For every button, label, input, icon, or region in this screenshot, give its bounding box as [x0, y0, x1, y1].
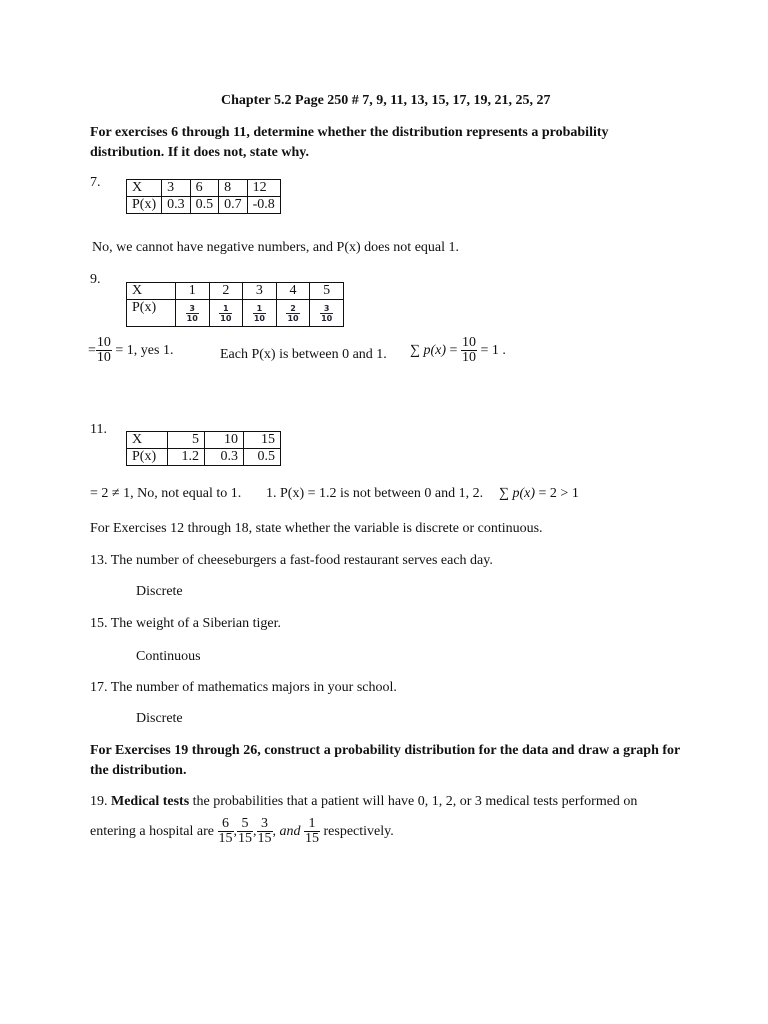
exercise-13-question: 13. The number of cheeseburgers a fast-food restaurant serves each day. — [90, 553, 493, 568]
section1-instruction-line2: distribution. If it does not, state why. — [90, 145, 309, 160]
section3-instruction-line2: the distribution. — [90, 763, 187, 778]
probability-fraction: $\frac{3}{10}$ — [186, 303, 198, 323]
table-cell: 4 — [276, 283, 310, 300]
probability-fraction: $\frac{3}{10}$ — [321, 303, 333, 323]
table-cell: 3 — [162, 180, 191, 197]
section3-instruction-line1: For Exercises 19 through 26, construct a probability distribution for the data and draw a graph for — [90, 743, 681, 758]
table-cell: 0.7 — [219, 197, 248, 214]
exercise-7-answer: No, we cannot have negative numbers, and P(x) does not equal 1. — [92, 240, 460, 255]
table-cell: P(x) — [127, 197, 162, 214]
table-cell — [243, 300, 277, 327]
exercise-11-answer-mid: 1. P(x) = 1.2 is not between 0 and 1, 2. — [266, 486, 484, 501]
table-cell: X — [127, 432, 168, 449]
exercise-13-answer: Discrete — [136, 584, 183, 599]
exercise-11-answer-left: = 2 ≠ 1, No, not equal to 1. — [90, 486, 242, 501]
table-cell: X — [127, 283, 176, 300]
table-cell: X — [127, 180, 162, 197]
table-cell — [175, 300, 209, 327]
table-row — [127, 283, 344, 300]
table-row — [127, 300, 344, 327]
exercise-11-number: 11. — [90, 422, 107, 437]
exercise-19-title: Medical tests — [111, 794, 190, 809]
section1-instruction-line1: For exercises 6 through 11, determine whether the distribution represents a probability — [90, 125, 609, 140]
exercise-19-text: the probabilities that a patient will have 0, 1, 2, or 3 medical tests performed on — [192, 794, 638, 809]
sum-symbol: ∑ — [410, 343, 420, 358]
sum-expression: p(x) — [512, 486, 536, 501]
probability-fraction: $\frac{2}{10}$ — [287, 303, 299, 323]
sum-result: = 1 . — [480, 343, 506, 358]
exercise-7-table — [126, 179, 281, 214]
page-heading: Chapter 5.2 Page 250 # 7, 9, 11, 13, 15, 17, 19, 21, 25, 27 — [221, 93, 551, 108]
and-word: and — [279, 824, 301, 839]
table-cell: 15 — [244, 432, 281, 449]
probability-fraction: $\frac{1}{15}$ — [305, 816, 320, 847]
table-cell: P(x) — [127, 449, 168, 466]
table-cell: 5 — [310, 283, 344, 300]
exercise-15-question: 15. The weight of a Siberian tiger. — [90, 616, 282, 631]
table-cell: 6 — [190, 180, 219, 197]
exercise-9-sum-formula — [410, 336, 506, 366]
table-cell: 12 — [247, 180, 280, 197]
probability-fraction: $\frac{1}{10}$ — [253, 303, 265, 323]
exercise-9-table — [126, 282, 344, 327]
exercise-9-sum-line — [88, 336, 173, 366]
table-cell: 1.2 — [168, 449, 205, 466]
sum-equals: = — [449, 343, 458, 358]
table-row — [127, 180, 281, 197]
exercise-7-number: 7. — [90, 175, 101, 190]
table-cell — [310, 300, 344, 327]
exercise-19-line2: entering a hospital are $\frac{6}{15}$ , $\frac{5}{15}$ , $\frac{3}{15}$ , and $\frac{1}{15}$ respectively. — [90, 816, 394, 847]
table-cell: 10 — [205, 432, 244, 449]
exercise-19-prefix: entering a hospital are — [90, 824, 215, 839]
exercise-11-sum — [499, 486, 579, 502]
table-cell — [209, 300, 243, 327]
table-cell: 8 — [219, 180, 248, 197]
table-cell: 0.3 — [162, 197, 191, 214]
probability-fraction: $\frac{1}{10}$ — [220, 303, 232, 323]
exercise-19-line1 — [90, 794, 637, 810]
table-cell: -0.8 — [247, 197, 280, 214]
sum-expression: p(x) — [423, 343, 447, 358]
exercise-9-conclusion: = 1, yes 1. — [115, 343, 174, 358]
section2-instruction: For Exercises 12 through 18, state whether the variable is discrete or continuous. — [90, 521, 543, 536]
table-cell: 0.3 — [205, 449, 244, 466]
sum-fraction: $\frac{10}{10}$ — [96, 335, 111, 366]
probability-fraction: $\frac{5}{15}$ — [238, 816, 253, 847]
table-cell: 1 — [175, 283, 209, 300]
exercise-17-question: 17. The number of mathematics majors in your school. — [90, 680, 397, 695]
exercise-19-suffix: respectively. — [323, 824, 394, 839]
sum-symbol: ∑ — [499, 486, 509, 501]
equals-sign: = — [88, 343, 96, 358]
table-row — [127, 449, 281, 466]
table-cell: 3 — [243, 283, 277, 300]
sum-fraction: $\frac{10}{10}$ — [461, 335, 476, 366]
table-cell: 5 — [168, 432, 205, 449]
table-cell: 2 — [209, 283, 243, 300]
exercise-9-each-text: Each P(x) is between 0 and 1. — [220, 347, 387, 362]
exercise-19-number: 19. — [90, 794, 108, 809]
table-cell: 0.5 — [190, 197, 219, 214]
probability-fraction: $\frac{3}{15}$ — [257, 816, 272, 847]
sum-result: = 2 > 1 — [538, 486, 579, 501]
table-cell: P(x) — [127, 300, 176, 327]
exercise-11-table — [126, 431, 281, 466]
table-cell — [276, 300, 310, 327]
probability-fraction: $\frac{6}{15}$ — [218, 816, 233, 847]
exercise-15-answer: Continuous — [136, 649, 201, 664]
exercise-9-number: 9. — [90, 272, 101, 287]
table-row — [127, 197, 281, 214]
table-cell: 0.5 — [244, 449, 281, 466]
exercise-17-answer: Discrete — [136, 711, 183, 726]
table-row — [127, 432, 281, 449]
